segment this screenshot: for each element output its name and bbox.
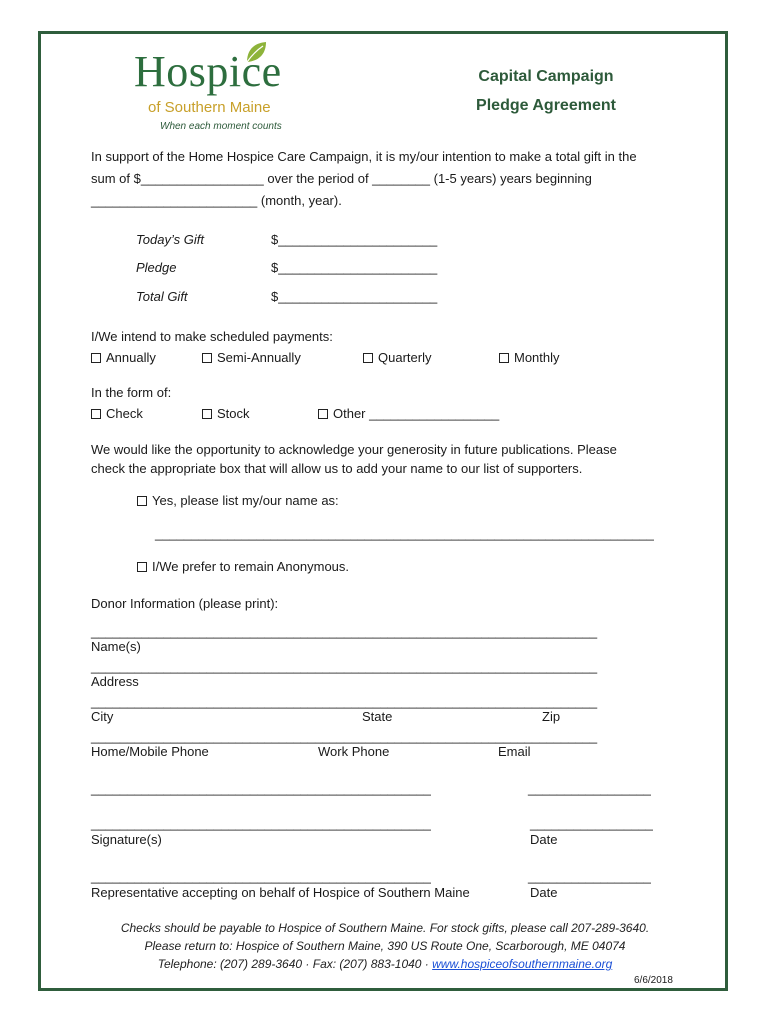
home-phone-label: Home/Mobile Phone [91, 744, 209, 759]
checkbox-monthly[interactable] [499, 353, 509, 363]
title-line-1: Capital Campaign [478, 68, 614, 85]
checkbox-list-name[interactable] [137, 496, 147, 506]
footer-line-1: Checks should be payable to Hospice of Southern Maine. For stock gifts, please call 207-289-3640. [120, 921, 650, 935]
footer-line-2: Please return to: Hospice of Southern Maine, 390 US Route One, Scarborough, ME 04074 [144, 939, 626, 953]
address-field[interactable]: ______________________________________________________________________ [91, 659, 598, 674]
checkbox-anonymous[interactable] [137, 562, 147, 572]
state-label: State [362, 709, 393, 724]
intro-line-2[interactable]: sum of $_________________ over the period of ________ (1-5 years) years beginning [91, 171, 592, 186]
checkbox-semi-annually[interactable] [202, 353, 212, 363]
intro-line-3[interactable]: _______________________ (month, year). [91, 193, 342, 208]
checkbox-quarterly[interactable] [363, 353, 373, 363]
stock-option[interactable]: Stock [202, 406, 250, 422]
signature-line-2[interactable]: _______________________________________________ [91, 816, 431, 831]
date-line-2[interactable]: _________________ [530, 816, 653, 831]
rep-date-label: Date [530, 885, 558, 900]
email-label: Email [498, 744, 531, 759]
checkbox-annually[interactable] [91, 353, 101, 363]
logo-tagline: When each moment counts [160, 121, 282, 132]
checkbox-check[interactable] [91, 409, 101, 419]
form-date: 6/6/2018 [634, 975, 673, 986]
footer-line-3: Telephone: (207) 289-3640 · Fax: (207) 883-1040 · www.hospiceofsouthernmaine.org [157, 957, 613, 971]
logo-wordmark: Hospice [134, 47, 282, 96]
rep-signature-line[interactable]: _______________________________________________ [91, 869, 431, 884]
rep-label: Representative accepting on behalf of Hospice of Southern Maine [91, 885, 470, 900]
acknowledge-line-2: check the appropriate box that will allow us to add your name to our list of supporters. [91, 461, 583, 476]
intro-line-1: In support of the Home Hospice Care Campaign, it is my/our intention to make a total gift in the [91, 149, 637, 164]
signature-label: Signature(s) [91, 832, 162, 847]
anonymous-option[interactable]: I/We prefer to remain Anonymous. [137, 559, 349, 575]
total-gift-field[interactable]: $______________________ [271, 289, 438, 304]
pledge-label: Pledge [136, 260, 177, 275]
total-gift-label: Total Gift [136, 289, 188, 304]
other-option[interactable]: Other __________________ [318, 406, 499, 422]
semi-annually-option[interactable]: Semi-Annually [202, 350, 301, 366]
date-line-1[interactable]: _________________ [528, 781, 651, 796]
form-of-heading: In the form of: [91, 385, 172, 400]
zip-label: Zip [542, 709, 561, 724]
acknowledge-line-1: We would like the opportunity to acknowledge your generosity in future publications. Please [91, 442, 617, 457]
donor-heading: Donor Information (please print): [91, 596, 279, 611]
work-phone-label: Work Phone [318, 744, 390, 759]
check-option[interactable]: Check [91, 406, 143, 422]
date-label: Date [530, 832, 558, 847]
city-state-zip-field[interactable]: ______________________________________________________________________ [91, 694, 598, 709]
title-line-2: Pledge Agreement [476, 97, 616, 114]
website-link[interactable]: www.hospiceofsouthernmaine.org [432, 957, 613, 971]
quarterly-option[interactable]: Quarterly [363, 350, 431, 366]
checkbox-other[interactable] [318, 409, 328, 419]
address-label: Address [91, 674, 139, 689]
todays-gift-label: Today’s Gift [136, 232, 204, 247]
rep-date-line[interactable]: _________________ [528, 869, 651, 884]
phone-email-field[interactable]: ______________________________________________________________________ [91, 729, 598, 744]
city-label: City [91, 709, 114, 724]
annually-option[interactable]: Annually [91, 350, 156, 366]
list-name-option[interactable]: Yes, please list my/our name as: [137, 493, 339, 509]
listed-name-field[interactable]: _____________________________________________________________________ [155, 526, 654, 541]
logo-subtitle: of Southern Maine [148, 99, 271, 116]
monthly-option[interactable]: Monthly [499, 350, 560, 366]
signature-line-1[interactable]: _______________________________________________ [91, 781, 431, 796]
todays-gift-field[interactable]: $______________________ [271, 232, 438, 247]
payments-heading: I/We intend to make scheduled payments: [91, 329, 333, 344]
names-field[interactable]: ______________________________________________________________________ [91, 624, 598, 639]
pledge-field[interactable]: $______________________ [271, 260, 438, 275]
checkbox-stock[interactable] [202, 409, 212, 419]
names-label: Name(s) [91, 639, 141, 654]
